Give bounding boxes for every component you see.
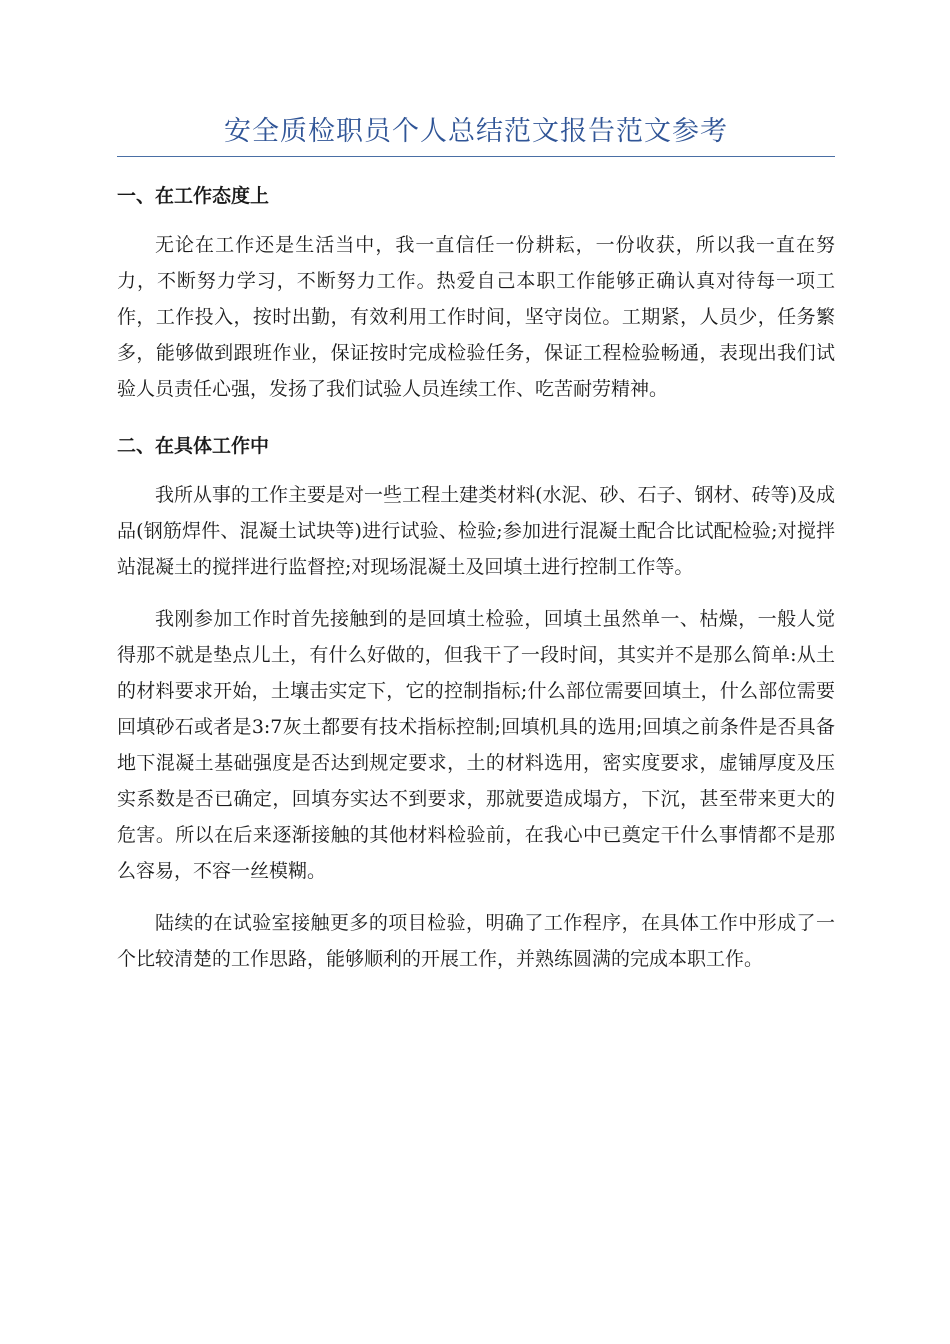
- document-title: 安全质检职员个人总结范文报告范文参考: [117, 112, 835, 157]
- paragraph: 我所从事的工作主要是对一些工程土建类材料(水泥、砂、石子、钢材、砖等)及成品(钢筋焊件、混凝土试块等)进行试验、检验;参加进行混凝土配合比试配检验;对搅拌站混凝土的搅拌进行监督控;对现场混凝土及回填土进行控制工作等。: [117, 484, 835, 578]
- paragraph: 陆续的在试验室接触更多的项目检验，明确了工作程序，在具体工作中形成了一个比较清楚的工作思路，能够顺利的开展工作，并熟练圆满的完成本职工作。: [117, 912, 835, 970]
- paragraph: 无论在工作还是生活当中，我一直信任一份耕耘，一份收获，所以我一直在努力，不断努力学习，不断努力工作。热爱自己本职工作能够正确认真对待每一项工作，工作投入，按时出勤，有效利用工作时间，坚守岗位。工期紧，人员少，任务繁多，能够做到跟班作业，保证按时完成检验任务，保证工程检验畅通，表现出我们试验人员责任心强，发扬了我们试验人员连续工作、吃苦耐劳精神。: [117, 234, 835, 400]
- paragraph: 我刚参加工作时首先接触到的是回填土检验，回填土虽然单一、枯燥，一般人觉得那不就是垫点儿土，有什么好做的，但我干了一段时间，其实并不是那么简单:从土的材料要求开始，土壤击实定下，它的控制指标;什么部位需要回填土，什么部位需要回填砂石或者是3:7灰土都要有技术指标控制;回填机具的选用;回填之前条件是否具备地下混凝土基础强度是否达到规定要求，土的材料选用，密实度要求，虚铺厚度及压实系数是否已确定，回填夯实达不到要求，那就要造成塌方，下沉，甚至带来更大的危害。所以在后来逐渐接触的其他材料检验前，在我心中已奠定干什么事情都不是那么容易，不容一丝模糊。: [117, 608, 835, 882]
- document-page: [117, 112, 835, 993]
- section-heading: 一、在工作态度上: [117, 185, 270, 207]
- section-work-attitude: [117, 181, 835, 407]
- section-heading: 二、在具体工作中: [117, 435, 270, 457]
- section-specific-work: [117, 431, 835, 977]
